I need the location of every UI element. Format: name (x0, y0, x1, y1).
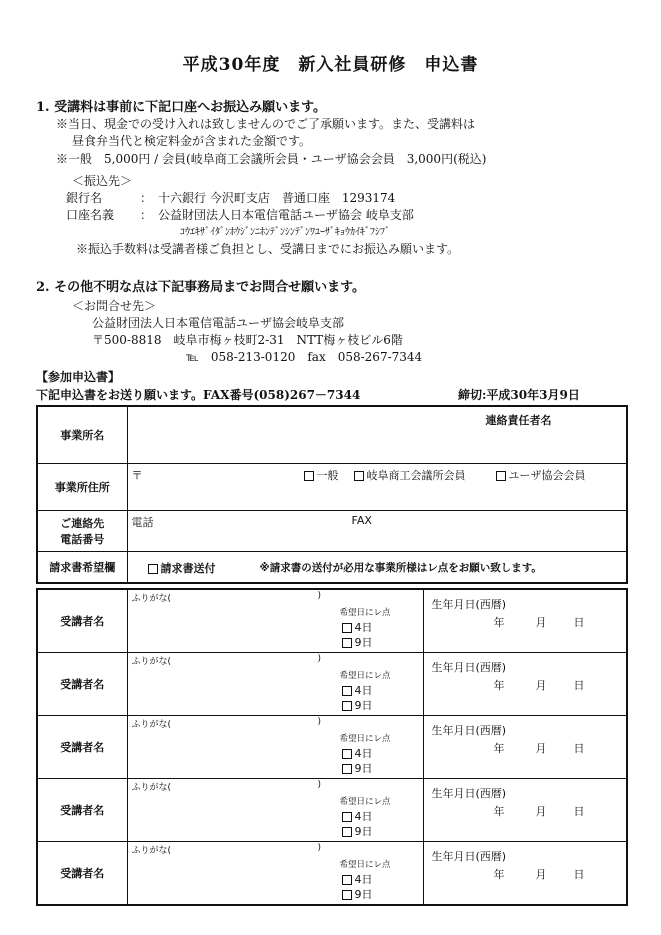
day-option-9[interactable]: 9日 (342, 760, 373, 776)
attendee-label: 受講者名 (37, 716, 127, 779)
apply-label: 【参加申込書】 (36, 370, 121, 384)
birthdate-field[interactable] (423, 842, 627, 906)
attendee-name-field[interactable] (127, 653, 423, 716)
checkbox[interactable] (342, 890, 352, 900)
attendee-name-field[interactable] (127, 842, 423, 906)
contact-label-line1: ご連絡先 (60, 517, 105, 530)
year-label: 年 (493, 868, 505, 881)
furigana-close: ) (317, 780, 322, 790)
month-label: 月 (535, 805, 547, 818)
birthdate-field[interactable] (423, 716, 627, 779)
contact-label-line2: 電話番号 (60, 533, 105, 546)
account-key: 口座名義 (66, 208, 115, 222)
date-hint: 希望日にレ点 (339, 671, 391, 681)
transfer-label: ＜振込先＞ (72, 174, 133, 188)
fee-note: ※振込手数料は受講者様ご負担とし、受講日までにお振込み願います。 (76, 242, 460, 256)
birthdate-field[interactable] (423, 653, 627, 716)
checkbox[interactable] (304, 471, 314, 481)
furigana-label: ふりがな( (131, 657, 172, 667)
member-option-general[interactable]: 一般 (304, 467, 339, 483)
attendee-row (37, 716, 627, 779)
furigana-close: ) (317, 717, 322, 727)
phone-label: 電話 (131, 516, 154, 529)
attendee-name-field[interactable] (127, 779, 423, 842)
contact-phone-label (37, 511, 127, 552)
checkbox[interactable] (342, 764, 352, 774)
attendee-row (37, 653, 627, 716)
day-label: 日 (573, 742, 585, 755)
day-label: 日 (573, 616, 585, 629)
day-option-9[interactable]: 9日 (342, 886, 373, 902)
invoice-option[interactable]: 請求書送付 (148, 560, 216, 576)
fax-label: FAX (351, 514, 372, 527)
contact-tel: ℡ 058-213-0120 fax 058-267-7344 (186, 350, 423, 364)
contact-person-label: 連絡責任者名 (485, 414, 552, 427)
day-label: 日 (573, 679, 585, 692)
attendee-label: 受講者名 (37, 779, 127, 842)
day-option-9[interactable]: 9日 (342, 823, 373, 839)
address-label: 事業所住所 (37, 464, 127, 511)
apply-instruction: 下記申込書をお送り願います。FAX番号(058)267－7344 (36, 388, 361, 402)
birthdate-label: 生年月日(西暦) (431, 724, 507, 737)
note-line-2: 昼食弁当代と検定料金が含まれた金額です。 (72, 134, 312, 148)
checkbox[interactable] (342, 623, 352, 633)
applicant-table (36, 405, 628, 584)
checkbox[interactable] (342, 827, 352, 837)
checkbox[interactable] (496, 471, 506, 481)
account-kana: ｺｳｴｷｻﾞｲﾀﾞﾝﾎｳｼﾞﾝﾆﾎﾝﾃﾞﾝｼﾝﾃﾞﾝﾜﾕｰｻﾞｷｮｳｶｲｷﾞﾌｼﾌﾞ (180, 227, 390, 238)
day-label: 日 (573, 868, 585, 881)
month-label: 月 (535, 616, 547, 629)
date-hint: 希望日にレ点 (339, 608, 391, 618)
attendee-label: 受講者名 (37, 653, 127, 716)
year-label: 年 (493, 742, 505, 755)
birthdate-field[interactable] (423, 589, 627, 653)
note-line-1: ※当日、現金での受け入れは致しませんのでご了承願います。また、受講料は (56, 117, 476, 131)
invoice-label: 請求書希望欄 (37, 552, 127, 584)
checkbox[interactable] (342, 875, 352, 885)
day-option-4[interactable]: 4日 (342, 682, 373, 698)
member-option-user-assoc[interactable]: ユーザ協会会員 (496, 467, 586, 483)
attendee-name-field[interactable] (127, 589, 423, 653)
birthdate-label: 生年月日(西暦) (431, 850, 507, 863)
attendee-table (36, 588, 628, 906)
attendee-label: 受講者名 (37, 589, 127, 653)
birthdate-field[interactable] (423, 779, 627, 842)
attendee-label: 受講者名 (37, 842, 127, 906)
checkbox[interactable] (342, 638, 352, 648)
year-label: 年 (493, 679, 505, 692)
invoice-field (127, 552, 627, 584)
month-label: 月 (535, 679, 547, 692)
furigana-close: ) (317, 843, 322, 853)
page-title: 平成30年度 新入社員研修 申込書 (182, 55, 479, 75)
day-option-4[interactable]: 4日 (342, 745, 373, 761)
date-hint: 希望日にレ点 (339, 797, 391, 807)
contact-label: ＜お問合せ先＞ (72, 299, 157, 313)
attendee-name-field[interactable] (127, 716, 423, 779)
day-option-9[interactable]: 9日 (342, 697, 373, 713)
furigana-label: ふりがな( (131, 594, 172, 604)
member-option-chamber[interactable]: 岐阜商工会議所会員 (354, 467, 466, 483)
checkbox[interactable] (342, 812, 352, 822)
furigana-label: ふりがな( (131, 720, 172, 730)
office-name-label: 事業所名 (37, 406, 127, 464)
furigana-close: ) (317, 654, 322, 664)
year-label: 年 (493, 805, 505, 818)
bank-value: ： 十六銀行 今沢町支店 普通口座 1293174 (140, 191, 396, 205)
month-label: 月 (535, 868, 547, 881)
attendee-row (37, 589, 627, 653)
postal-mark: 〒 (131, 469, 143, 482)
invoice-note: ※請求書の送付が必用な事業所様はレ点をお願い致します。 (259, 562, 542, 574)
deadline: 締切:平成30年3月9日 (458, 388, 580, 402)
bank-key: 銀行名 (66, 191, 103, 205)
account-value: ： 公益財団法人日本電信電話ユーザ協会 岐阜支部 (140, 208, 414, 222)
furigana-label: ふりがな( (131, 783, 172, 793)
birthdate-label: 生年月日(西暦) (431, 598, 507, 611)
office-name-field[interactable] (127, 406, 627, 464)
birthdate-label: 生年月日(西暦) (431, 787, 507, 800)
attendee-row (37, 842, 627, 906)
furigana-label: ふりがな( (131, 846, 172, 856)
contact-address: 〒500-8818 岐阜市梅ヶ枝町2-31 NTT梅ヶ枝ビル6階 (92, 333, 403, 347)
fee-line: ※一般 5,000円 / 会員(岐阜商工会議所会員・ユーザ協会会員 3,000円(税込) (56, 152, 487, 166)
date-hint: 希望日にレ点 (339, 860, 391, 870)
day-option-4[interactable]: 4日 (342, 808, 373, 824)
day-label: 日 (573, 805, 585, 818)
checkbox[interactable] (148, 564, 158, 574)
checkbox[interactable] (342, 701, 352, 711)
attendee-row (37, 779, 627, 842)
day-option-4[interactable]: 4日 (342, 871, 373, 887)
address-field[interactable] (127, 464, 627, 511)
furigana-close: ) (317, 591, 322, 601)
month-label: 月 (535, 742, 547, 755)
checkbox[interactable] (342, 686, 352, 696)
section1-heading: 1. 受講料は事前に下記口座へお振込み願います。 (36, 100, 327, 115)
year-label: 年 (493, 616, 505, 629)
contact-org: 公益財団法人日本電信電話ユーザ協会岐阜支部 (92, 316, 345, 330)
day-option-9[interactable]: 9日 (342, 634, 373, 650)
date-hint: 希望日にレ点 (339, 734, 391, 744)
day-option-4[interactable]: 4日 (342, 619, 373, 635)
section2-heading: 2. その他不明な点は下記事務局までお問合せ願います。 (36, 280, 366, 295)
birthdate-label: 生年月日(西暦) (431, 661, 507, 674)
phone-fax-field[interactable] (127, 511, 627, 552)
checkbox[interactable] (342, 749, 352, 759)
checkbox[interactable] (354, 471, 364, 481)
